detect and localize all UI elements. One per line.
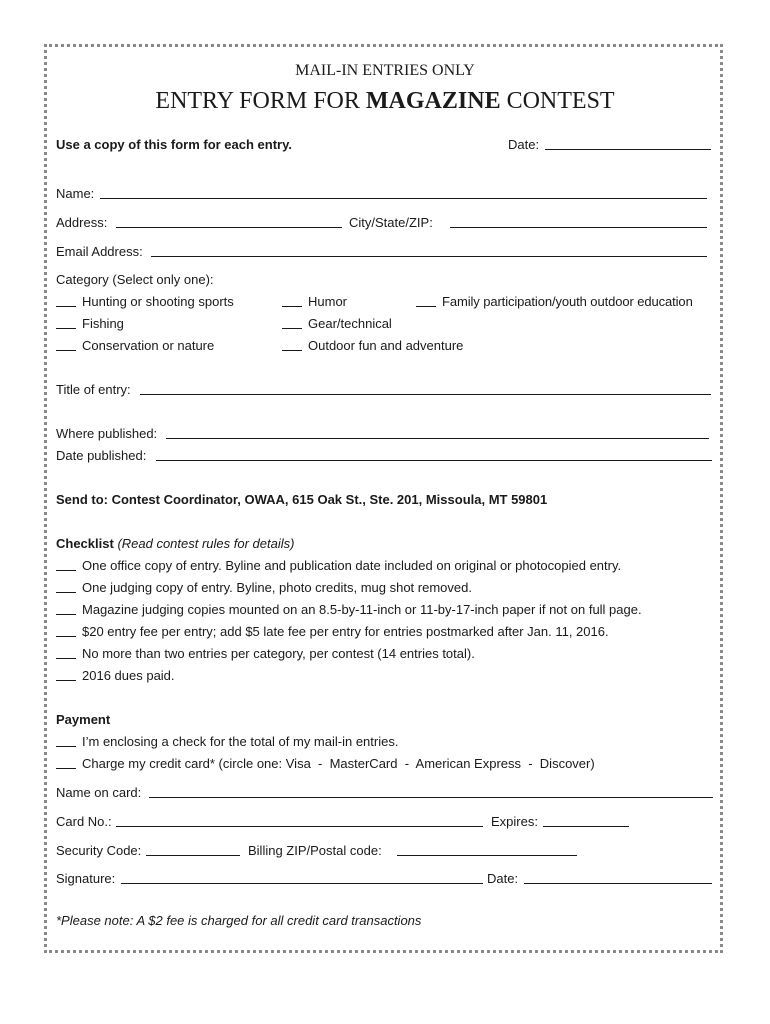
category-option[interactable] bbox=[56, 338, 234, 360]
name-on-card-label: Name on card: bbox=[56, 785, 142, 800]
checklist-item[interactable] bbox=[56, 558, 642, 580]
email-label: Email Address: bbox=[56, 244, 143, 259]
address-label: Address: bbox=[56, 215, 108, 230]
title-of-entry-field[interactable] bbox=[140, 394, 711, 395]
category-option[interactable] bbox=[56, 294, 234, 316]
checklist-item[interactable] bbox=[56, 646, 642, 668]
email-field[interactable] bbox=[151, 256, 707, 257]
payment-options bbox=[56, 734, 595, 778]
category-option-label: Hunting or shooting sports bbox=[82, 294, 234, 309]
checkbox-blank[interactable] bbox=[282, 294, 302, 307]
name-label: Name: bbox=[56, 186, 95, 201]
checkbox-blank[interactable] bbox=[56, 734, 76, 747]
city-state-zip-field[interactable] bbox=[450, 227, 707, 228]
checklist-item-label: No more than two entries per category, per contest (14 entries total). bbox=[82, 646, 475, 661]
signature-date-field[interactable] bbox=[524, 883, 712, 884]
address-field[interactable] bbox=[116, 227, 342, 228]
category-option[interactable] bbox=[416, 294, 693, 316]
where-published-label: Where published: bbox=[56, 426, 158, 441]
category-option-label: Fishing bbox=[82, 316, 124, 331]
name-on-card-field[interactable] bbox=[149, 797, 713, 798]
checkbox-blank[interactable] bbox=[416, 294, 436, 307]
checkbox-blank[interactable] bbox=[56, 338, 76, 351]
name-field[interactable] bbox=[100, 198, 707, 199]
title-of-entry-label: Title of entry: bbox=[56, 382, 131, 397]
form-title-bold: MAGAZINE bbox=[365, 88, 501, 114]
checklist-heading: Checklist bbox=[56, 536, 114, 551]
checklist-note: (Read contest rules for details) bbox=[117, 536, 295, 551]
payment-option[interactable] bbox=[56, 734, 595, 756]
date-field[interactable] bbox=[545, 149, 711, 150]
send-to-address: Send to: Contest Coordinator, OWAA, 615 Oak St., Ste. 201, Missoula, MT 59801 bbox=[56, 492, 548, 507]
checklist-item[interactable] bbox=[56, 624, 642, 646]
billing-zip-label: Billing ZIP/Postal code: bbox=[248, 843, 382, 858]
checkbox-blank[interactable] bbox=[56, 624, 76, 637]
card-no-field[interactable] bbox=[116, 826, 483, 827]
checklist-item-label: One office copy of entry. Byline and publication date included on original or photocopied entry. bbox=[82, 558, 622, 573]
category-option-label: Outdoor fun and adventure bbox=[308, 338, 464, 353]
expires-label: Expires: bbox=[491, 814, 538, 829]
form-title-post: CONTEST bbox=[500, 88, 615, 114]
date-published-field[interactable] bbox=[156, 460, 712, 461]
payment-option[interactable] bbox=[56, 756, 595, 778]
checkbox-blank[interactable] bbox=[56, 558, 76, 571]
checkbox-blank[interactable] bbox=[282, 338, 302, 351]
billing-zip-field[interactable] bbox=[397, 855, 577, 856]
signature-field[interactable] bbox=[121, 883, 483, 884]
checkbox-blank[interactable] bbox=[56, 580, 76, 593]
checklist-item[interactable] bbox=[56, 580, 642, 602]
instruction-text: Use a copy of this form for each entry. bbox=[56, 137, 292, 152]
category-option[interactable] bbox=[282, 338, 463, 360]
checklist-item-label: $20 entry fee per entry; add $5 late fee per entry for entries postmarked after Jan. 11, 2016. bbox=[82, 624, 609, 639]
payment-heading: Payment bbox=[56, 712, 111, 727]
signature-label: Signature: bbox=[56, 871, 116, 886]
checklist bbox=[56, 558, 642, 690]
checklist-item-label: 2016 dues paid. bbox=[82, 668, 175, 683]
footnote: *Please note: A $2 fee is charged for all credit card transactions bbox=[56, 913, 422, 928]
category-col-1 bbox=[56, 294, 234, 360]
category-option-label: Humor bbox=[308, 294, 348, 309]
card-no-label: Card No.: bbox=[56, 814, 112, 829]
date-label: Date: bbox=[508, 137, 540, 152]
checkbox-blank[interactable] bbox=[56, 668, 76, 681]
category-col-3 bbox=[416, 294, 693, 316]
form-subtitle: MAIL-IN ENTRIES ONLY bbox=[295, 62, 475, 79]
payment-option-label: Charge my credit card* (circle one: Visa - MasterCard - American Express - Discover) bbox=[82, 756, 595, 771]
checklist-item-label: Magazine judging copies mounted on an 8.5-by-11-inch or 11-by-17-inch paper if not on full page. bbox=[82, 602, 642, 617]
where-published-field[interactable] bbox=[166, 438, 709, 439]
checklist-item[interactable] bbox=[56, 668, 642, 690]
city-state-zip-label: City/State/ZIP: bbox=[349, 215, 433, 230]
checkbox-blank[interactable] bbox=[56, 646, 76, 659]
checklist-heading-row bbox=[56, 536, 294, 552]
category-option[interactable] bbox=[56, 316, 234, 338]
category-heading: Category (Select only one): bbox=[56, 272, 214, 287]
checklist-item-label: One judging copy of entry. Byline, photo credits, mug shot removed. bbox=[82, 580, 472, 595]
checkbox-blank[interactable] bbox=[56, 294, 76, 307]
checkbox-blank[interactable] bbox=[56, 602, 76, 615]
checkbox-blank[interactable] bbox=[282, 316, 302, 329]
security-code-field[interactable] bbox=[146, 855, 240, 856]
category-option-label: Conservation or nature bbox=[82, 338, 215, 353]
checklist-item[interactable] bbox=[56, 602, 642, 624]
category-option-label: Gear/technical bbox=[308, 316, 392, 331]
category-option[interactable] bbox=[282, 316, 463, 338]
signature-date-label: Date: bbox=[487, 871, 519, 886]
category-option-label: Family participation/youth outdoor education bbox=[442, 294, 693, 309]
expires-field[interactable] bbox=[543, 826, 629, 827]
form-title-pre: ENTRY FORM FOR bbox=[155, 88, 366, 114]
security-code-label: Security Code: bbox=[56, 843, 142, 858]
date-published-label: Date published: bbox=[56, 448, 147, 463]
checkbox-blank[interactable] bbox=[56, 316, 76, 329]
form-title bbox=[0, 88, 770, 115]
payment-option-label: I’m enclosing a check for the total of my mail-in entries. bbox=[82, 734, 399, 749]
checkbox-blank[interactable] bbox=[56, 756, 76, 769]
